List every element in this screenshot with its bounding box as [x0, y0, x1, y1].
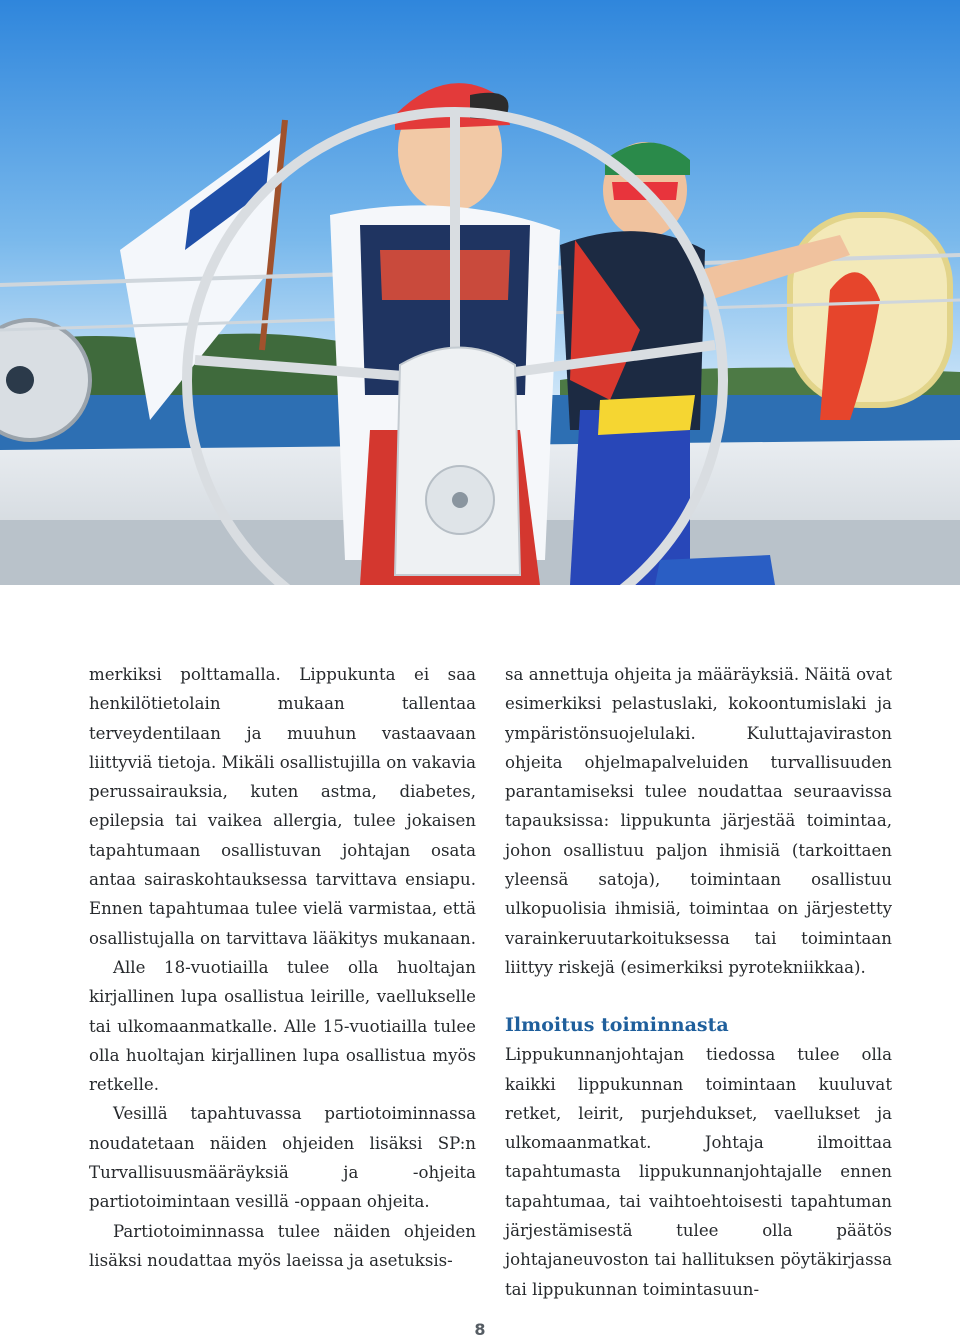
photo-illustration	[0, 0, 960, 585]
paragraph: Lippukunnanjohtajan tiedossa tulee olla kaikki lippukunnan toimintaan kuuluvat retket, leirit, purjehdukset, vaellukset ja ulkomaanmatkat. Johtaja ilmoittaa tapahtumasta lippukunnanjohtajalle ennen tapahtumaa, tai vaihtoehtoisesti tapahtuman järjestämisestä tulee olla päätös johtajaneuvoston tai hallituksen pöytäkirjassa tai lippukunnan toimintasuun-	[505, 1045, 892, 1299]
paragraph: merkiksi polttamalla. Lippukunta ei saa henkilötietolain mukaan tallentaa terveydentilaan ja muuhun vastaavaan liittyviä tietoja. Mikäli osallistujilla on vakavia perussairauksia, kuten astma, diabetes, epilepsia tai vaikea allergia, tulee jokaisen tapahtumaan osallistuvan johtajan osata antaa sairaskohtauksessa tarvittava ensiapu. Ennen tapahtumaa tulee vielä varmistaa, että osallistujalla on tarvittava lääkitys mukanaan.	[89, 665, 477, 948]
left-column	[89, 660, 476, 1275]
page-number: 8	[474, 1320, 486, 1339]
right-column	[505, 660, 892, 1304]
paragraph: sa annettuja ohjeita ja määräyksiä. Näitä ovat esimerkiksi pelastuslaki, kokoontumislaki ja ympäristönsuojelulaki. Kuluttajaviraston ohjeita ohjelmapalveluiden turvallisuuden parantamiseksi tulee noudattaa seuraavissa tapauksissa: lippukunta järjestää toimintaa, johon osallistuu paljon ihmisiä (tarkoittaen yleensä satoja), toimintaan osallistuu ulkopuolisia ihmisiä, toimintaa on järjestetty varainkeruutarkoituksessa tai toimintaan liittyy riskejä (esimerkiksi pyrotekniikkaa).	[505, 665, 892, 977]
boat-photo	[0, 0, 960, 585]
section-heading: Ilmoitus toiminnasta	[505, 1014, 729, 1037]
paragraph: Alle 18-vuotiailla tulee olla huoltajan kirjallinen lupa osallistua leirille, vaellukselle tai ulkomaanmatkalle. Alle 15-vuotiailla tulee olla huoltajan kirjallinen lupa osallistua myös retkelle.	[89, 957, 476, 1095]
paragraph: Partiotoiminnassa tulee näiden ohjeiden lisäksi noudattaa myös laeissa ja asetuksis-	[89, 1221, 476, 1270]
paragraph: Vesillä tapahtuvassa partiotoiminnassa noudatetaan näiden ohjeiden lisäksi SP:n Turvallisuusmääräyksiä ja -ohjeita partiotoimintaan vesillä -oppaan ohjeita.	[89, 1104, 476, 1212]
